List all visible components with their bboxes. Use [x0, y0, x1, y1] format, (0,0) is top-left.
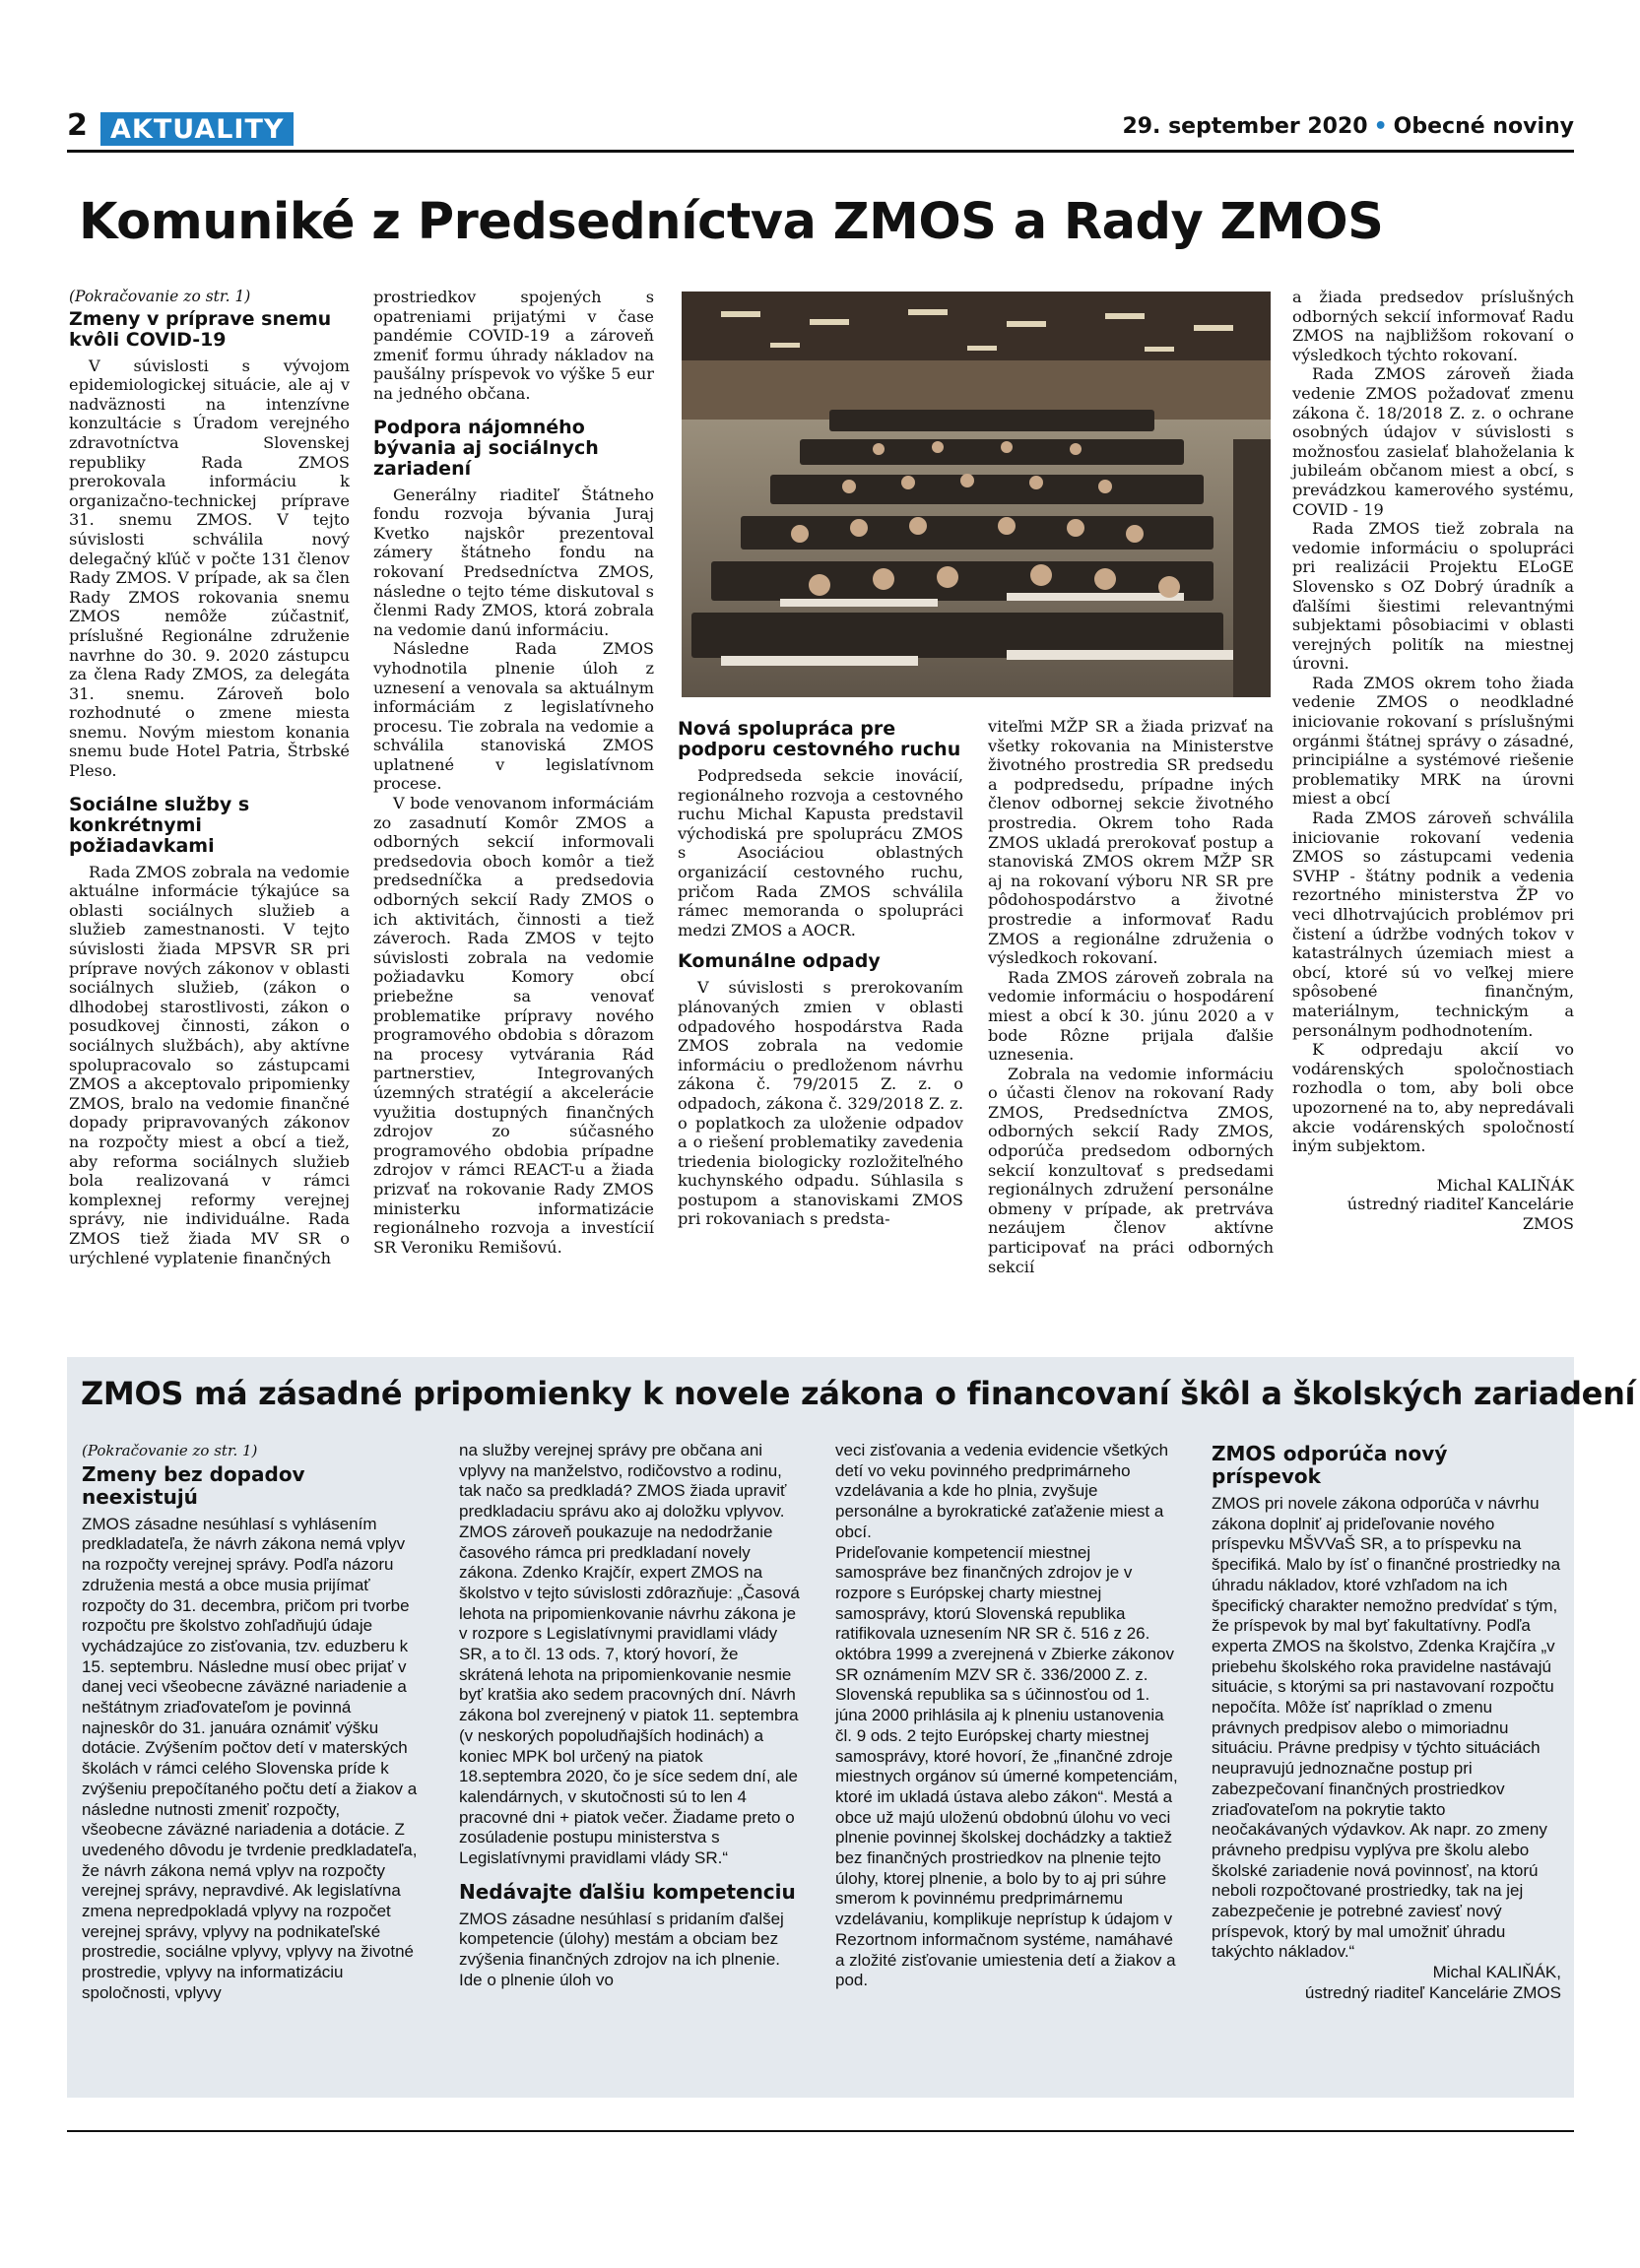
boxed-column-3: [835, 1441, 1182, 1991]
subheading: Komunálne odpady: [678, 950, 881, 973]
paragraph: Prideľovanie kompetencií miestnej samospráve bez finančných zdrojov je v rozpore s Európskej charty miestnej samosprávy, ktorú Slovenská republika ratifikovala uznesením NR SR č. 516 z 26. októbra 1999 a zverejnená v Zbierke zákonov SR oznámením MZV SR č. 336/2000 Z. z. Slovenská republika sa s účinnosťou od 1. júna 2000 prihlásila aj k plneniu ustanovenia čl. 9 ods. 2 tejto Európskej charty miestnej samosprávy, ktoré hovorí, že „finančné zdroje miestnych orgánov sú úmerné kompetenciám, ktoré im ukladá ústava alebo zákon“. Mestá a obce už majú uloženú obdobnú úlohu vo veci plnenie povinnej školskej dochádzky a taktiež bez finančných prostriedkov na plnenie tejto úlohy, ktorej plnenie, a bolo by to aj pri súhre smerom k povinnému predprimárnemu vzdelávaniu, komplikuje neprístup k údajom v Rezortnom informačnom systéme, namáhavé a zložité zisťovanie umiestenia detí a žiakov a pod.: [835, 1542, 1178, 1990]
paragraph: K odpredaju akcií vo vodárenských spoločnostiach rozhodla o tom, aby boli obce upozornené na to, aby nepredávali akcie vodárenských spoločností iným subjektom.: [1292, 1040, 1574, 1156]
paragraph: ZMOS zároveň poukazuje na nedodržanie časového rámca pri predkladaní novely zákona. Zdenko Krajčír, expert ZMOS na školstvo v tejto súvislosti zdôrazňuje: „Časová lehota na pripomienkovanie návrhu zákona je v rozpore s Legislatívnymi pravidlami vlády SR, a to čl. 13 ods. 7, ktorý hovorí, že skrátená lehota na pripomienkovanie nesmie byť kratšia ako sedem pracovných dní. Návrh zákona bol zverejnený v piatok 11. septembra (v neskorých popoludňajších hodinách) a koniec MPK bol určený na piatok 18.septembra 2020, čo je síce sedem dní, ale kalendárnych, v skutočnosti sú to len 4 pracovné dni + piatok večer. Žiadame preto o zosúladenie postupu ministerstva s Legislatívnymi pravidlami vlády SR.“: [459, 1522, 800, 1868]
subheading: Zmeny v príprave snemu kvôli COVID-19: [69, 307, 332, 351]
paragraph: na služby verejnej správy pre občana ani vplyvy na manželstvo, rodičovstvo a rodinu, tak načo sa predkladá? ZMOS žiada upraviť predkladaciu správu ako aj doložku vplyvov.: [459, 1441, 787, 1522]
separator-dot: •: [1373, 114, 1388, 139]
article-column-4: [988, 717, 1274, 1276]
article-column-1: [69, 288, 350, 1267]
subheading: Nová spolupráca pre podporu cestovného ruchu: [678, 718, 961, 760]
paragraph: ZMOS pri novele zákona odporúča v návrhu zákona doplniť aj prideľovanie nového príspevku MŠVVaŠ SR, a to príspevku na špecifiká. Malo by ísť o finančné prostriedky na úhradu nákladov, ktoré vzhľadom na ich špecifický charakter nemožno predvídať s tým, že príspevok by mal byť fakultatívny. Podľa experta ZMOS na školstvo, Zdenka Krajčíra „v priebehu školského roka pravidelne nastávajú situácie, s ktorými sa pri nastavovaní rozpočtu nepočíta. Môže ísť napríklad o zmenu právnych predpisov alebo o mimoriadnu situáciu. Právne predpisy v týchto situáciách neupravujú jednoznačne postup pri zabezpečovaní finančných prostriedkov zriaďovateľom na pokrytie takto neočakávaných výdavkov. Ak napr. zo zmeny právneho predpisu vyplýva pre školu alebo školské zariadenie nová povinnosť, na ktorú neboli rozpočtované prostriedky, tak na jej zabezpečenie je potrebné zaviesť nový príspevok, ktorý by mal umožniť úhradu takýchto nákladov.“: [1212, 1494, 1561, 1962]
conference-photo: [682, 292, 1271, 697]
boxed-column-1: [82, 1441, 422, 2004]
paragraph: Rada ZMOS okrem toho žiada vedenie ZMOS o neodkladné iniciovanie rokovaní s príslušnými orgánmi štátnej správy o zásadné, principiálne a systémové riešenie problematiky MRK na úrovni miest a obcí: [1292, 673, 1574, 809]
article-column-5: [1292, 288, 1574, 1234]
author-name: Michal KALIŇÁK: [1436, 1175, 1574, 1195]
paragraph: ZMOS zásadne nesúhlasí s pridaním ďalšej kompetencie (úlohy) mestám a obciam bez zvýšenia finančných zdrojov na ich plnenie. Ide o plnenie úloh vo: [459, 1909, 784, 1989]
page-header: [67, 106, 1574, 152]
paragraph: V súvislosti s vývojom epidemiologickej situácie, ale aj v nadväznosti na intenzívne konzultácie s Úradom verejného zdravotníctva Slovenskej republiky Rada ZMOS prerokovala informáciu k organizačno-technickej príprave 31. snemu ZMOS. V tejto súvislosti schválila nový delegačný kľúč v počte 131 členov Rady ZMOS. V prípade, ak sa člen Rady ZMOS rokovania snemu ZMOS nemôže zúčastniť, príslušné Regionálne združenie navrhne do 30. 9. 2020 zástupcu za člena Rady ZMOS, za delegáta 31. snemu. Zároveň bolo rozhodnuté o zmene miesta snemu. Novým miestom konania snemu bude Hotel Patria, Štrbské Pleso.: [69, 356, 350, 781]
paragraph: V súvislosti s prerokovaním plánovaných zmien v oblasti odpadového hospodárstva Rada ZMOS zobrala na vedomie informáciu o predloženom návrhu zákona č. 79/2015 Z. z. o odpadoch, zákona č. 329/2018 Z. z. o poplatkoch za uloženie odpadov a o riešení problematiky zavedenia triedenia biologicky rozložiteľného kuchynského odpadu. Súhlasila s postupom a stanoviskami ZMOS pri rokovaniach s predsta-: [678, 978, 963, 1229]
subheading: Podpora nájomného bývania aj sociálnych zariadení: [373, 416, 599, 480]
paragraph: Zobrala na vedomie informáciu o účasti členov na rokovaní Rady ZMOS, Predsedníctva ZMOS, odborných sekcií Rady ZMOS, odporúča predsedom odborných sekcií konzultovať s predsedami regionálnych združení personálne obmeny v prípade, ak pretrváva nezáujem členov aktívne participovať na práci odborných sekcií: [988, 1064, 1274, 1276]
subheading: Sociálne služby s konkrétnymi požiadavkami: [69, 793, 250, 857]
subheading: Zmeny bez dopadov neexistujú: [82, 1461, 305, 1509]
author-title: ústredný riaditeľ Kancelárie ZMOS: [1346, 1195, 1574, 1233]
boxed-column-2: [459, 1441, 806, 1991]
continuation-note: (Pokračovanie zo str. 1): [69, 288, 251, 305]
article-column-3: [678, 717, 963, 1229]
paragraph: a žiada predsedov príslušných odborných sekcií informovať Radu ZMOS na najbližšom rokovaní o výsledkoch týchto rokovaní.: [1292, 288, 1574, 364]
paragraph: V bode venovanom informáciám zo zasadnutí Komôr ZMOS a odborných sekcií informovali predsedovia oboch komôr a tiež predsedníčka a predsedovia odborných sekcií Rady ZMOS o ich aktivitách, činnosti a tiež záveroch. Rada ZMOS v tejto súvislosti zobrala na vedomie požiadavku Komory obcí priebežne sa venovať problematike prípravy nového programového obdobia s dôrazom na procesy vytvárania Rád partnerstiev, Integrovaných územných stratégií a akcelerácie využitia dostupných finančných zdrojov zo súčasného programového obdobia prípadne zdrojov v rámci REACT-u a žiada prizvať na rokovanie Rady ZMOS ministerku informatizácie regionálneho rozvoja a investícií SR Veroniku Remišovú.: [373, 794, 654, 1257]
section-tag: AKTUALITY: [100, 112, 294, 146]
boxed-column-4: [1212, 1441, 1561, 2004]
paragraph: Rada ZMOS zároveň žiada vedenie ZMOS požadovať zmenu zákona č. 18/2018 Z. z. o ochrane osobných údajov v súvislosti s možnosťou zasielať blahoželania k jubileám občanom miest a obcí, s prevádzkou kamerového systému, COVID - 19: [1292, 364, 1574, 519]
bottom-divider: [67, 2130, 1574, 2132]
page-number: 2: [67, 108, 88, 143]
article-headline: Komuniké z Predsedníctva ZMOS a Rady ZMOS: [79, 193, 1384, 251]
paragraph: prostriedkov spojených s opatreniami prijatými v čase pandémie COVID-19 a zároveň zmeniť formu úhrady nákladov na paušálny príspevok vo výške 5 eur na jedného občana.: [373, 288, 654, 403]
subheading: ZMOS odporúča nový príspevok: [1212, 1442, 1448, 1488]
paragraph: Rada ZMOS zároveň zobrala na vedomie informáciu o hospodárení miest a obcí k 30. júnu 2020 a v bode Rôzne prijala ďalšie uznesenia.: [988, 967, 1274, 1065]
paragraph: veci zisťovania a vedenia evidencie všetkých detí vo veku povinného predprimárneho vzdelávania a kde ho plnia, zvyšuje personálne a byrokratické zaťaženie miest a obcí.: [835, 1441, 1169, 1541]
boxed-article-headline: ZMOS má zásadné pripomienky k novele zákona o financovaní škôl a školských zariadení: [81, 1375, 1636, 1412]
paragraph: Rada ZMOS zobrala na vedomie aktuálne informácie týkajúce sa oblasti sociálnych služieb a služieb zamestnanosti. V tejto súvislosti žiada MPSVR SR pri príprave nových zákonov v oblasti sociálnych služieb, (zákon o dlhodobej starostlivosti, zákon o posudkovej činnosti, zákon o sociálnych službách), aby aktívne spolupracovalo so zástupcami ZMOS a akceptovalo pripomienky ZMOS, bralo na vedomie finančné dopady pripravovaných zákonov na rozpočty miest a obcí a tiež, aby reforma sociálnych služieb bola realizovaná v rámci komplexnej reformy verejnej správy, nie individuálne. Rada ZMOS tiež žiada MV SR o urýchlené vyplatenie finančných: [69, 862, 350, 1267]
paragraph: viteľmi MŽP SR a žiada prizvať na všetky rokovania na Ministerstve životného prostredia SR predsedu a podpredsedu, prípadne iných členov odbornej sekcie životného prostredia. Okrem toho Rada ZMOS ukladá prerokovať postup a stanoviská ZMOS okrem MŽP SR aj na rokovaní výboru NR SR pre pôdohospodárstvo a životné prostredie a informovať Radu ZMOS a regionálne združenia o výsledkoch rokovaní.: [988, 717, 1274, 968]
paragraph: Podpredseda sekcie inovácií, regionálneho rozvoja a cestovného ruchu Michal Kapusta predstavil východiská pre spoluprácu ZMOS s Asociáciou oblastných organizácií cestovného ruchu, pričom Rada ZMOS schválila rámec memoranda o spolupráci medzi ZMOS a AOCR.: [678, 766, 963, 940]
paragraph: Rada ZMOS tiež zobrala na vedomie informáciu o spolupráci pri realizácii Projektu ELoGE Slovensko s OZ Dobrý úradník a ďalšími šiestimi relevantnými subjektami pôsobiacimi v oblasti verejných politík na miestnej úrovni.: [1292, 519, 1574, 674]
paragraph: Rada ZMOS zároveň schválila iniciovanie rokovaní vedenia ZMOS so zástupcami vedenia SVHP - štátny podnik a vedenia rezortného ministerstva ŽP vo veci dlhotrvajúcich problémov pri čistení a údržbe vodných tokov v katastrálnych územiach miest a obcí, ktoré sú vo veľkej miere spôsobené finančným, materiálnym, technickým a personálnym podhodnotením.: [1292, 809, 1574, 1040]
article-column-2: [373, 288, 654, 1257]
author-title: ústredný riaditeľ Kancelárie ZMOS: [1304, 1982, 1561, 2002]
issue-date: 29. september 2020: [1122, 114, 1368, 139]
paragraph: Následne Rada ZMOS vyhodnotila plnenie úloh z uznesení a venovala sa aktuálnym informáciám z legislatívneho procesu. Tie zobrala na vedomie a schválila stanoviská ZMOS uplatnené v legislatívnom procese.: [373, 639, 654, 794]
continuation-note: (Pokračovanie zo str. 1): [82, 1442, 258, 1459]
paragraph: ZMOS zásadne nesúhlasí s vyhlásením predkladateľa, že návrh zákona nemá vplyv na rozpočty verejnej správy. Podľa názoru združenia mestá a obce musia prijímať rozpočty do 31. decembra, pričom pri tvorbe rozpočtu pre školstvo zohľadňujú údaje vychádzajúce zo zisťovania, tzv. eduzberu k 15. septembru. Následne musí obec prijať v danej veci všeobecne záväzné nariadenie a neštátnym zriaďovateľom je povinná najneskôr do 31. januára oznámiť výšku dotácie. Zvýšením počtov detí v materských školách v rámci celého Slovenska príde k zvýšeniu prepočítaného počtu detí a žiakov a následne nutnosti zmeniť rozpočty, všeobecne záväzné nariadenia a dotácie. Z uvedeného dôvodu je tvrdenie predkladateľa, že návrh zákona nemá vplyv na rozpočty verejnej správy, nepravdivé. Ak legislatívna zmena nepredpokladá vplyvy na rozpočet verejnej správy, vplyvy na podnikateľské prostredie, sociálne vplyvy, vplyvy na životné prostredie, vplyvy na informatizáciu spoločnosti, vplyvy: [82, 1514, 418, 2002]
publication-name: Obecné noviny: [1393, 114, 1574, 139]
author-name: Michal KALIŇÁK,: [1432, 1963, 1561, 1982]
subheading: Nedávajte ďalšiu kompetenciu: [459, 1879, 796, 1904]
issue-info: [1122, 114, 1574, 139]
paragraph: Generálny riaditeľ Štátneho fondu rozvoja bývania Juraj Kvetko najskôr prezentoval zámery štátneho fondu na rokovaní Predsedníctva ZMOS, následne o tejto téme diskutoval s členmi Rady ZMOS, ktorá zobrala na vedomie danú informáciu.: [373, 485, 654, 639]
header-divider: [67, 150, 1574, 153]
